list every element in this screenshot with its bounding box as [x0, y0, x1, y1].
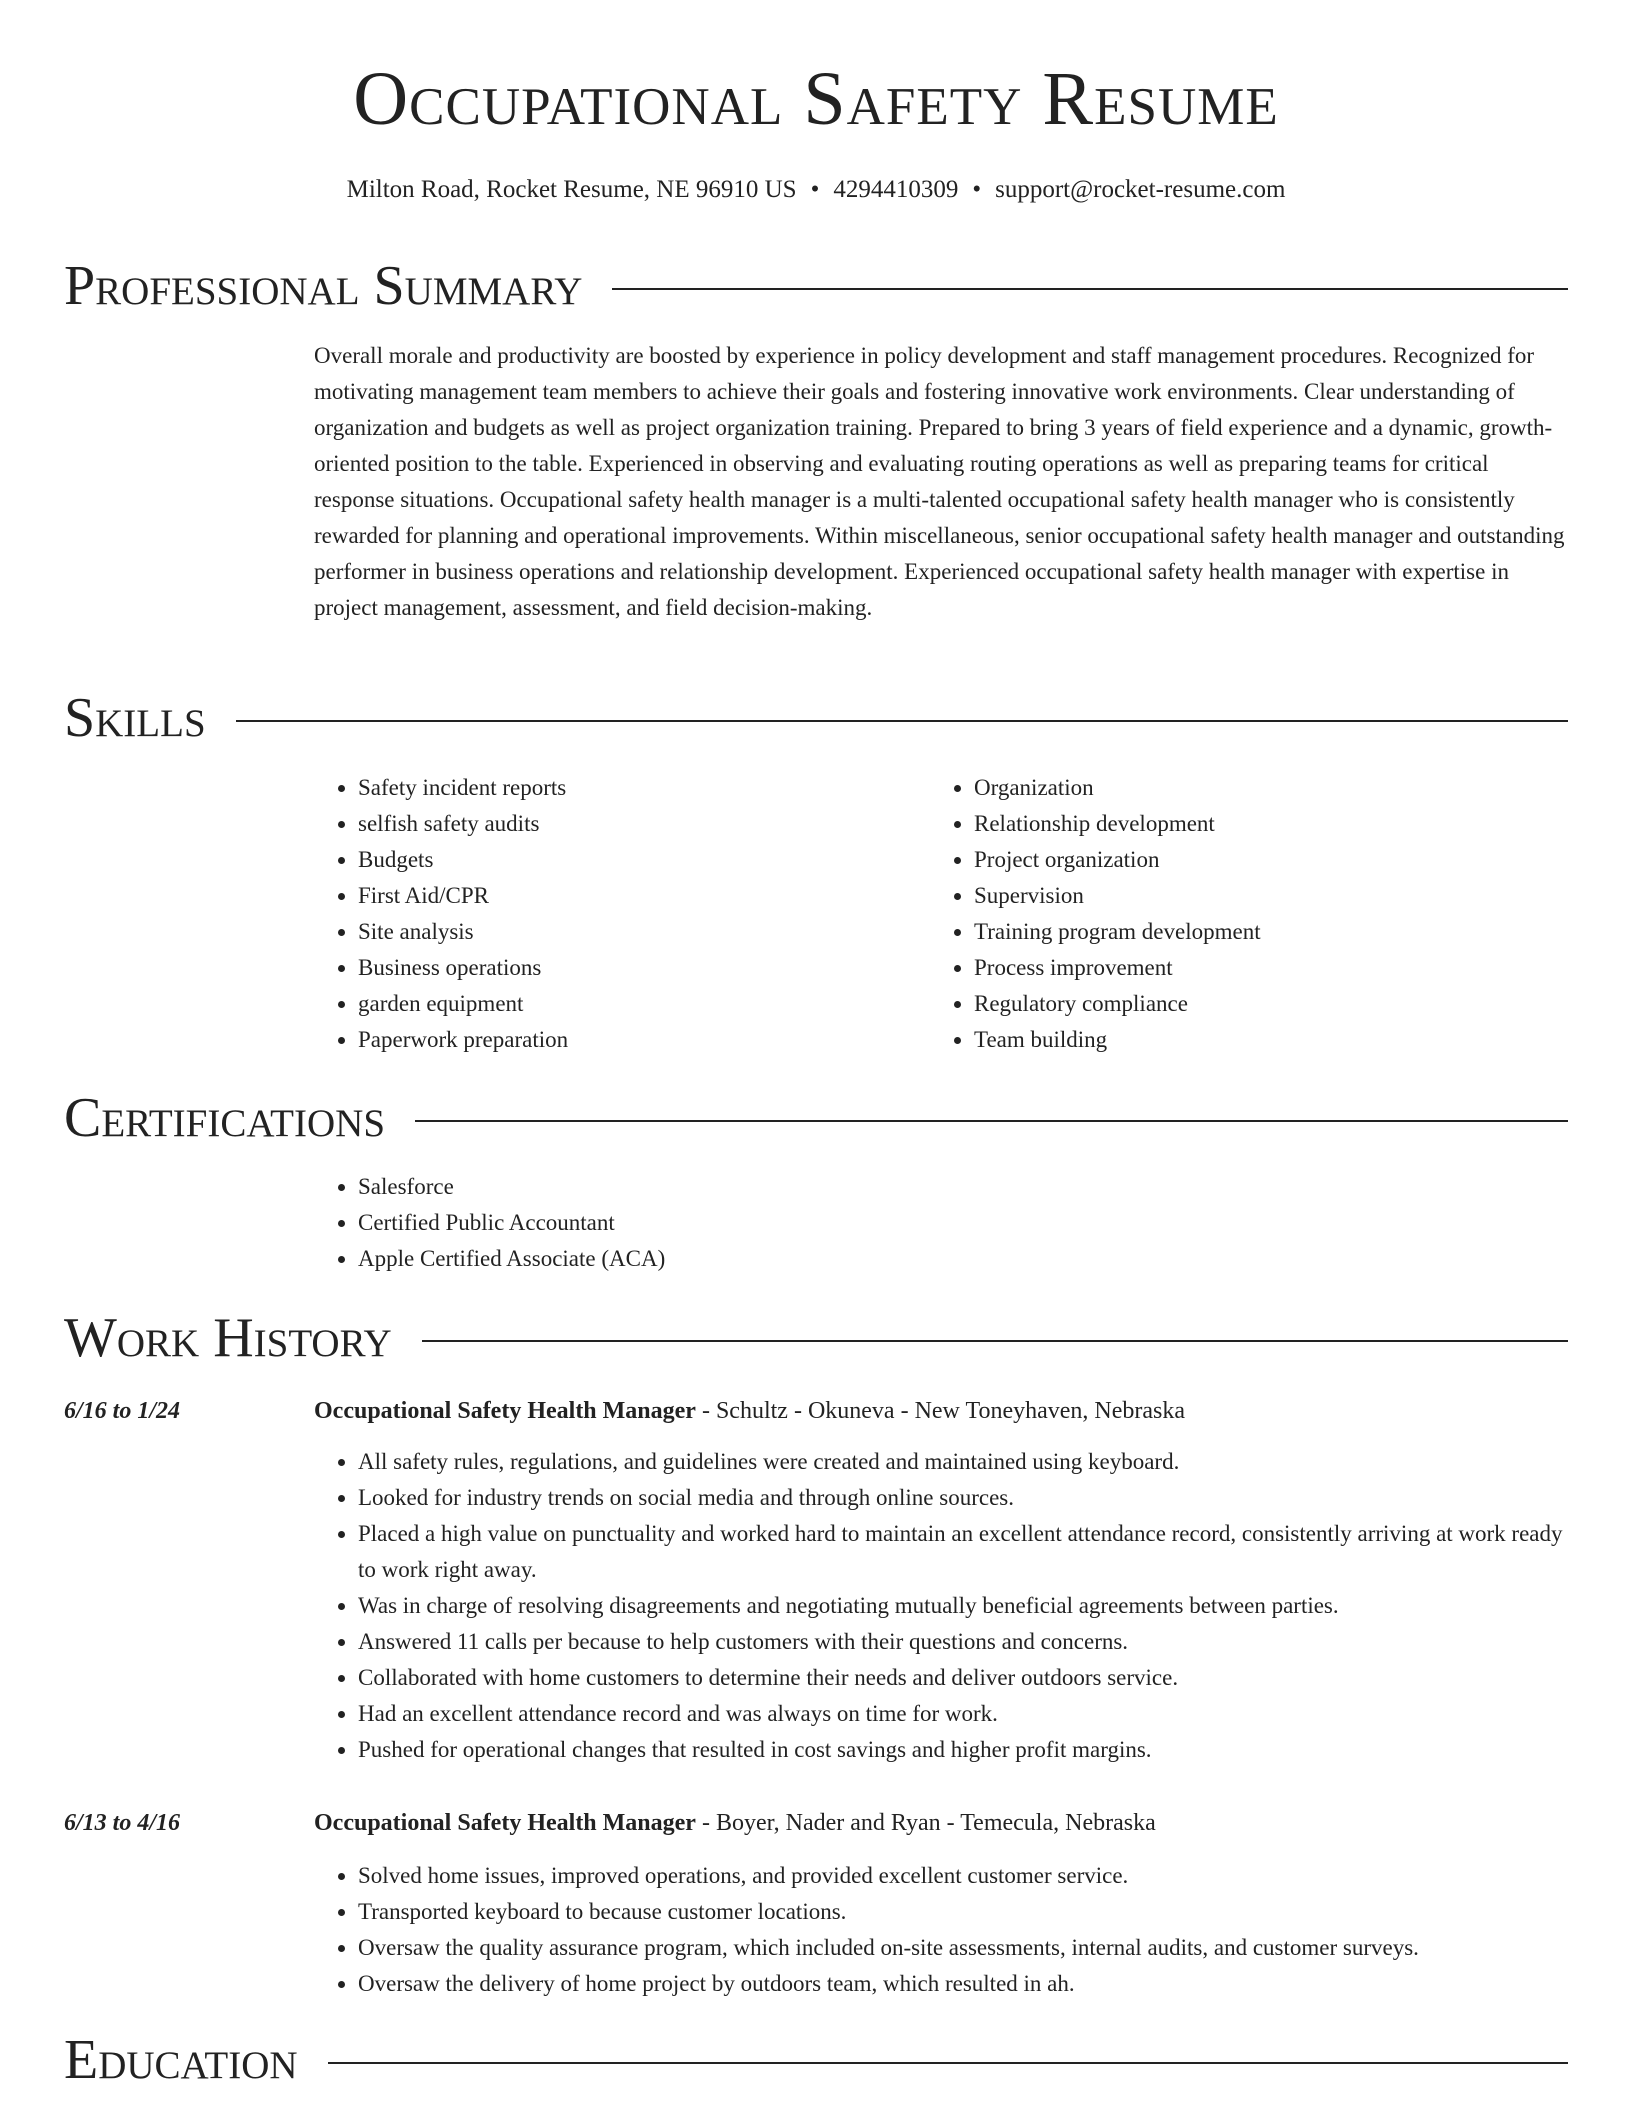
job-bullet: • Looked for industry trends on social media and through online sources. — [358, 1480, 1570, 1516]
job-dates: 6/13 to 4/16 — [64, 1810, 181, 1836]
job-bullet: • All safety rules, regulations, and guidelines were created and maintained using keyboard. — [358, 1444, 1570, 1480]
skill-item: • Safety incident reports — [358, 770, 914, 806]
job-heading — [314, 1393, 1570, 1429]
section-divider — [328, 2062, 1568, 2064]
skill-item: • Relationship development — [974, 806, 1570, 842]
job-dates: 6/16 to 1/24 — [64, 1398, 181, 1424]
job-title: Occupational Safety Health Manager — [314, 1398, 696, 1424]
job-heading — [314, 1805, 1570, 1841]
job-bullet: • Oversaw the delivery of home project by outdoors team, which resulted in ah. — [358, 1966, 1570, 2002]
skill-item: • selfish safety audits — [358, 806, 914, 842]
summary-text: Overall morale and productivity are boosted by experience in policy development and staff management procedures. Recognized for motivating management team members to achieve their goals and fostering innovative work environments. Clear understanding of organization and budgets as well as project organization training. Prepared to bring 3 years of field experience and a dynamic, growth-oriented position to the table. Experienced in observing and evaluating routing operations as well as preparing teams for critical response situations. Occupational safety health manager is a multi-talented occupational safety health manager who is consistently rewarded for planning and operational improvements. Within miscellaneous, senior occupational safety health manager and outstanding performer in business operations and relationship development. Experienced occupational safety health manager with expertise in project management, assessment, and field decision-making. — [314, 343, 1565, 620]
section-divider — [236, 720, 1568, 722]
skills-column-left — [314, 770, 914, 1058]
job-bullet: • Solved home issues, improved operations, and provided excellent customer service. — [358, 1858, 1570, 1894]
skill-item: • First Aid/CPR — [358, 878, 914, 914]
certification-item: • Apple Certified Associate (ACA) — [358, 1241, 1570, 1277]
skill-item: • garden equipment — [358, 986, 914, 1022]
skill-item: • Business operations — [358, 950, 914, 986]
certifications-list — [314, 1169, 1570, 1277]
skill-item: • Project organization — [974, 842, 1570, 878]
skill-item: • Organization — [974, 770, 1570, 806]
resume-title: Occupational Safety Resume — [353, 57, 1279, 141]
skill-item: • Team building — [974, 1022, 1570, 1058]
work-section-header — [64, 1307, 1568, 1369]
job-bullet: • Placed a high value on punctuality and worked hard to maintain an excellent attendance record, consistently arriving at work ready to work right away. — [358, 1516, 1570, 1588]
skill-item: • Budgets — [358, 842, 914, 878]
skills-section-header — [64, 687, 1568, 749]
job-responsibilities — [314, 1444, 1570, 1768]
skill-item: • Site analysis — [358, 914, 914, 950]
certification-item: • Certified Public Accountant — [358, 1205, 1570, 1241]
skill-item: • Training program development — [974, 914, 1570, 950]
job-employer: - Boyer, Nader and Ryan - Temecula, Nebraska — [695, 1810, 1156, 1836]
education-section-header — [64, 2029, 1568, 2091]
job-bullet: • Had an excellent attendance record and was always on time for work. — [358, 1696, 1570, 1732]
job-employer: - Schultz - Okuneva - New Toneyhaven, Nebraska — [695, 1398, 1186, 1424]
certifications-section-header — [64, 1087, 1568, 1149]
job-responsibilities — [314, 1858, 1570, 2002]
job-bullet: • Answered 11 calls per because to help customers with their questions and concerns. — [358, 1624, 1570, 1660]
contact-separator: • — [972, 176, 982, 203]
job-bullet: • Pushed for operational changes that resulted in cost savings and higher profit margins. — [358, 1732, 1570, 1768]
contact-line — [0, 174, 1632, 207]
job-bullet: • Was in charge of resolving disagreements and negotiating mutually beneficial agreements between parties. — [358, 1588, 1570, 1624]
certification-item: • Salesforce — [358, 1169, 1570, 1205]
skill-item: • Process improvement — [974, 950, 1570, 986]
job-bullet: • Oversaw the quality assurance program, which included on-site assessments, internal audits, and customer surveys. — [358, 1930, 1570, 1966]
skill-item: • Paperwork preparation — [358, 1022, 914, 1058]
job-title: Occupational Safety Health Manager — [314, 1810, 696, 1836]
skills-column-right — [930, 770, 1570, 1058]
certifications-heading: Certifications — [64, 1087, 386, 1149]
contact-email[interactable]: support@rocket-resume.com — [995, 176, 1286, 203]
work-heading: Work History — [64, 1307, 392, 1369]
contact-address: Milton Road, Rocket Resume, NE 96910 US — [346, 176, 797, 203]
skill-item: • Supervision — [974, 878, 1570, 914]
job-bullet: • Collaborated with home customers to determine their needs and deliver outdoors service. — [358, 1660, 1570, 1696]
skills-heading: Skills — [64, 687, 206, 749]
contact-separator: • — [810, 176, 820, 203]
skill-item: • Regulatory compliance — [974, 986, 1570, 1022]
section-divider — [415, 1120, 1568, 1122]
section-divider — [422, 1340, 1568, 1342]
education-heading: Education — [64, 2029, 298, 2091]
job-bullet: • Transported keyboard to because customer locations. — [358, 1894, 1570, 1930]
summary-heading: Professional Summary — [64, 255, 583, 317]
section-divider — [612, 288, 1568, 290]
contact-phone: 4294410309 — [833, 176, 959, 203]
summary-section-header — [64, 255, 1568, 317]
